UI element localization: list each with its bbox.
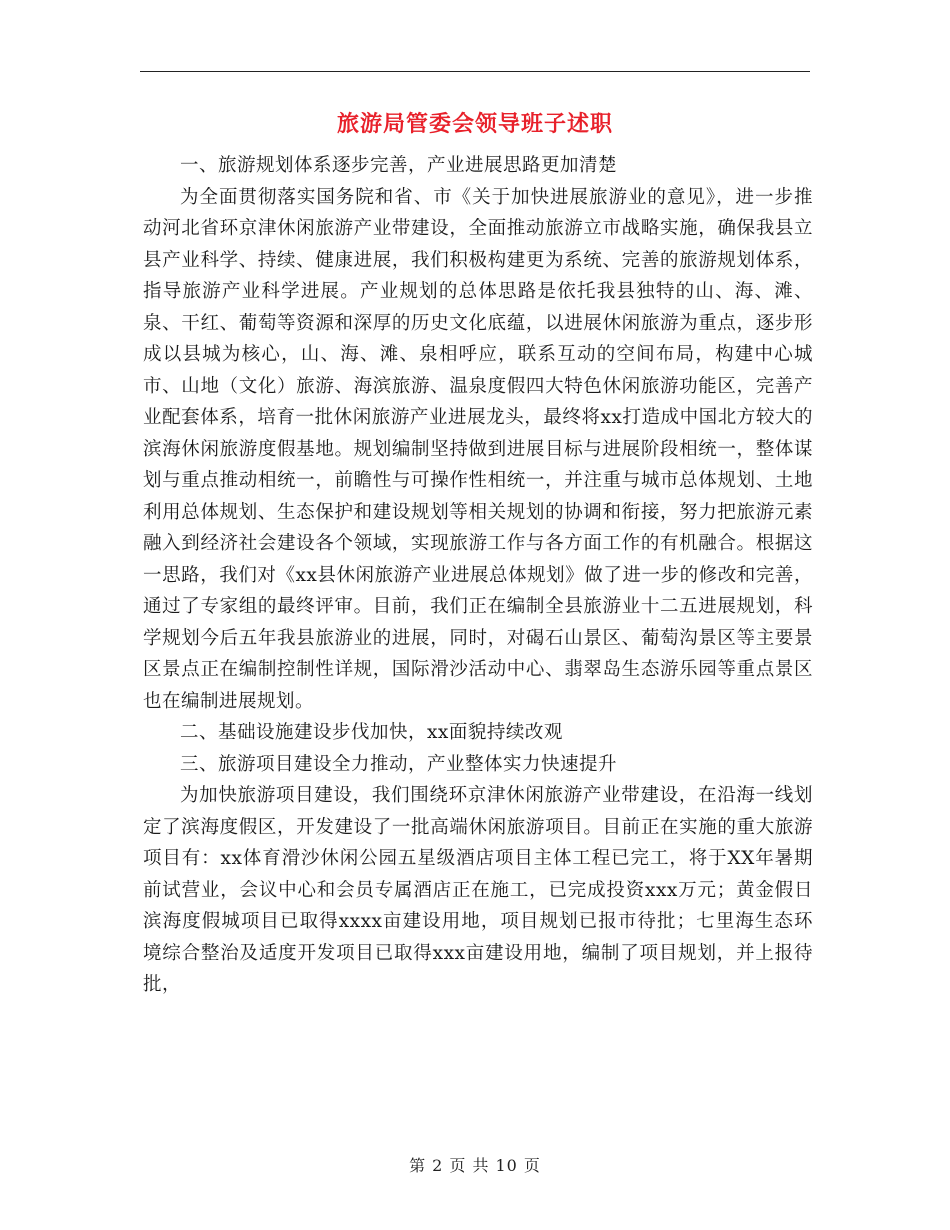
header-rule bbox=[140, 71, 810, 72]
footer-prefix: 第 bbox=[409, 1156, 427, 1175]
page-footer bbox=[140, 1153, 810, 1176]
document-body bbox=[143, 150, 813, 1001]
body-paragraph: 为加快旅游项目建设，我们围绕环京津休闲旅游产业带建设，在沿海一线划定了滨海度假区，开发建设了一批高端休闲旅游项目。目前正在实施的重大旅游项目有：xx体育滑沙休闲公园五星级酒店项目主体工程已完工，将于XX年暑期前试营业，会议中心和会员专属酒店正在施工，已完成投资xxx万元；黄金假日滨海度假城项目已取得xxxx亩建设用地，项目规划已报市待批；七里海生态环境综合整治及适度开发项目已取得xxx亩建设用地，编制了项目规划，并上报待批， bbox=[143, 785, 813, 995]
footer-suffix: 页 bbox=[523, 1156, 541, 1175]
section-heading-1: 一、旅游规划体系逐步完善，产业进展思路更加清楚 bbox=[180, 155, 618, 176]
section-heading-2: 二、基础设施建设步伐加快，xx面貌持续改观 bbox=[180, 722, 563, 743]
section-heading-3: 三、旅游项目建设全力推动，产业整体实力快速提升 bbox=[180, 753, 618, 775]
current-page-number: 2 bbox=[432, 1156, 444, 1175]
document-title: 旅游局管委会领导班子述职 bbox=[336, 111, 613, 137]
total-page-count: 10 bbox=[495, 1156, 518, 1175]
footer-mid: 页 共 bbox=[449, 1156, 490, 1175]
body-paragraph: 为全面贯彻落实国务院和省、市《关于加快进展旅游业的意见》，进一步推动河北省环京津休闲旅游产业带建设，全面推动旅游立市战略实施，确保我县立县产业科学、持续、健康进展，我们积极构建更为系统、完善的旅游规划体系，指导旅游产业科学进展。产业规划的总体思路是依托我县独特的山、海、滩、泉、干红、葡萄等资源和深厚的历史文化底蕴，以进展休闲旅游为重点，逐步形成以县城为核心，山、海、滩、泉相呼应，联系互动的空间布局，构建中心城市、山地（文化）旅游、海滨旅游、温泉度假四大特色休闲旅游功能区，完善产业配套体系，培育一批休闲旅游产业进展龙头，最终将xx打造成中国北方较大的滨海休闲旅游度假基地。规划编制坚持做到进展目标与进展阶段相统一，整体谋划与重点推动相统一，前瞻性与可操作性相统一，并注重与城市总体规划、土地利用总体规划、生态保护和建设规划等相关规划的协调和衔接，努力把旅游元素融入到经济社会建设各个领域，实现旅游工作与各方面工作的有机融合。根据这一思路，我们对《xx县休闲旅游产业进展总体规划》做了进一步的修改和完善，通过了专家组的最终评审。目前，我们正在编制全县旅游业十二五进展规划，科学规划今后五年我县旅游业的进展，同时，对碣石山景区、葡萄沟景区等主要景区景点正在编制控制性详规，国际滑沙活动中心、翡翠岛生态游乐园等重点景区也在编制进展规划。 bbox=[143, 186, 813, 712]
